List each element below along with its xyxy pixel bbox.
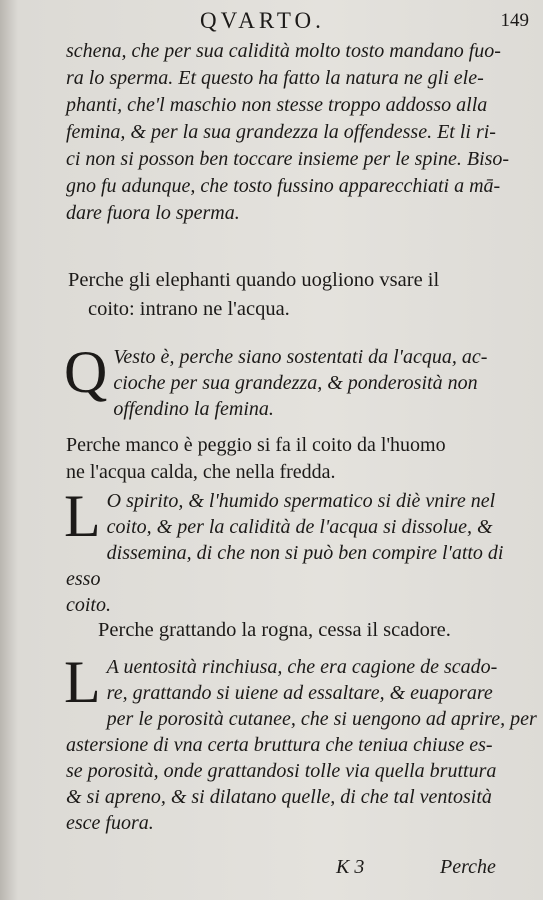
heading-line: Perche gli elephanti quando uogliono vsare il: [68, 269, 440, 291]
text-line: dare fuora lo sperma.: [66, 202, 240, 224]
text-line: A uentosità rinchiusa, che era cagione de scado-: [106, 656, 498, 678]
section-heading-scratching: [68, 616, 528, 645]
heading-line: Perche manco è peggio si fa il coito da l'huomo: [66, 434, 446, 456]
section-heading-elephants: [68, 266, 528, 324]
page-footer: [0, 856, 543, 886]
text-line: cioche per sua grandezza, & ponderosità non: [113, 372, 478, 394]
drop-initial: L: [64, 483, 101, 549]
text-line: Vesto è, perche siano sostentati da l'acqua, ac-: [113, 346, 488, 368]
text-line: offendino la femina.: [113, 398, 274, 420]
text-line: femina, & per la sua grandezza la offendesse. Et li ri-: [66, 121, 496, 143]
text-line: esce fuora.: [66, 812, 154, 834]
drop-initial: Q: [64, 339, 108, 405]
text-line: O spirito, & l'humido spermatico si diè vnire nel: [106, 490, 496, 512]
heading-line: Perche grattando la rogna, cessa il scadore.: [98, 619, 451, 641]
text-line: coito.: [66, 594, 111, 616]
page-header: [0, 8, 543, 38]
page-number: 149: [500, 10, 529, 31]
text-line: coito, & per la calidità de l'acqua si dissolue, &: [106, 516, 493, 538]
text-line: astersione di vna certa bruttura che teniua chiuse es-: [66, 734, 493, 756]
catchword: Perche: [440, 856, 496, 878]
section-body-scratching: [64, 649, 538, 836]
text-line: phanti, che'l maschio non stesse troppo addosso alla: [66, 94, 488, 116]
heading-line: coito: intrano ne l'acqua.: [88, 298, 290, 320]
section-heading-warm-water: [66, 432, 536, 486]
heading-line: ne l'acqua calda, che nella fredda.: [66, 461, 336, 483]
drop-initial: L: [64, 649, 101, 715]
text-line: schena, che per sua calidità molto tosto mandano fuo-: [66, 40, 501, 62]
continuation-paragraph: [66, 38, 536, 227]
text-line: gno fu adunque, che tosto fussino apparecchiati a mā-: [66, 175, 501, 197]
running-title: QVARTO.: [200, 8, 325, 33]
text-line: se porosità, onde grattandosi tolle via quella bruttura: [66, 760, 497, 782]
text-line: re, grattando si uiene ad essaltare, & euaporare: [106, 682, 493, 704]
text-line: & si apreno, & si dilatano quelle, di che tal ventosità: [66, 786, 492, 808]
section-body-warm-water: [64, 483, 538, 618]
text-line: per le porosità cutanee, che si uengono ad aprire, per: [106, 708, 537, 730]
text-line: dissemina, di che non si può ben compire l'atto di esso: [66, 542, 504, 590]
signature-mark: K 3: [336, 856, 365, 878]
text-line: ci non si posson ben toccare insieme per le spine. Biso-: [66, 148, 510, 170]
text-line: ra lo sperma. Et questo ha fatto la natura ne gli ele-: [66, 67, 484, 89]
section-body-elephants: [64, 339, 538, 422]
